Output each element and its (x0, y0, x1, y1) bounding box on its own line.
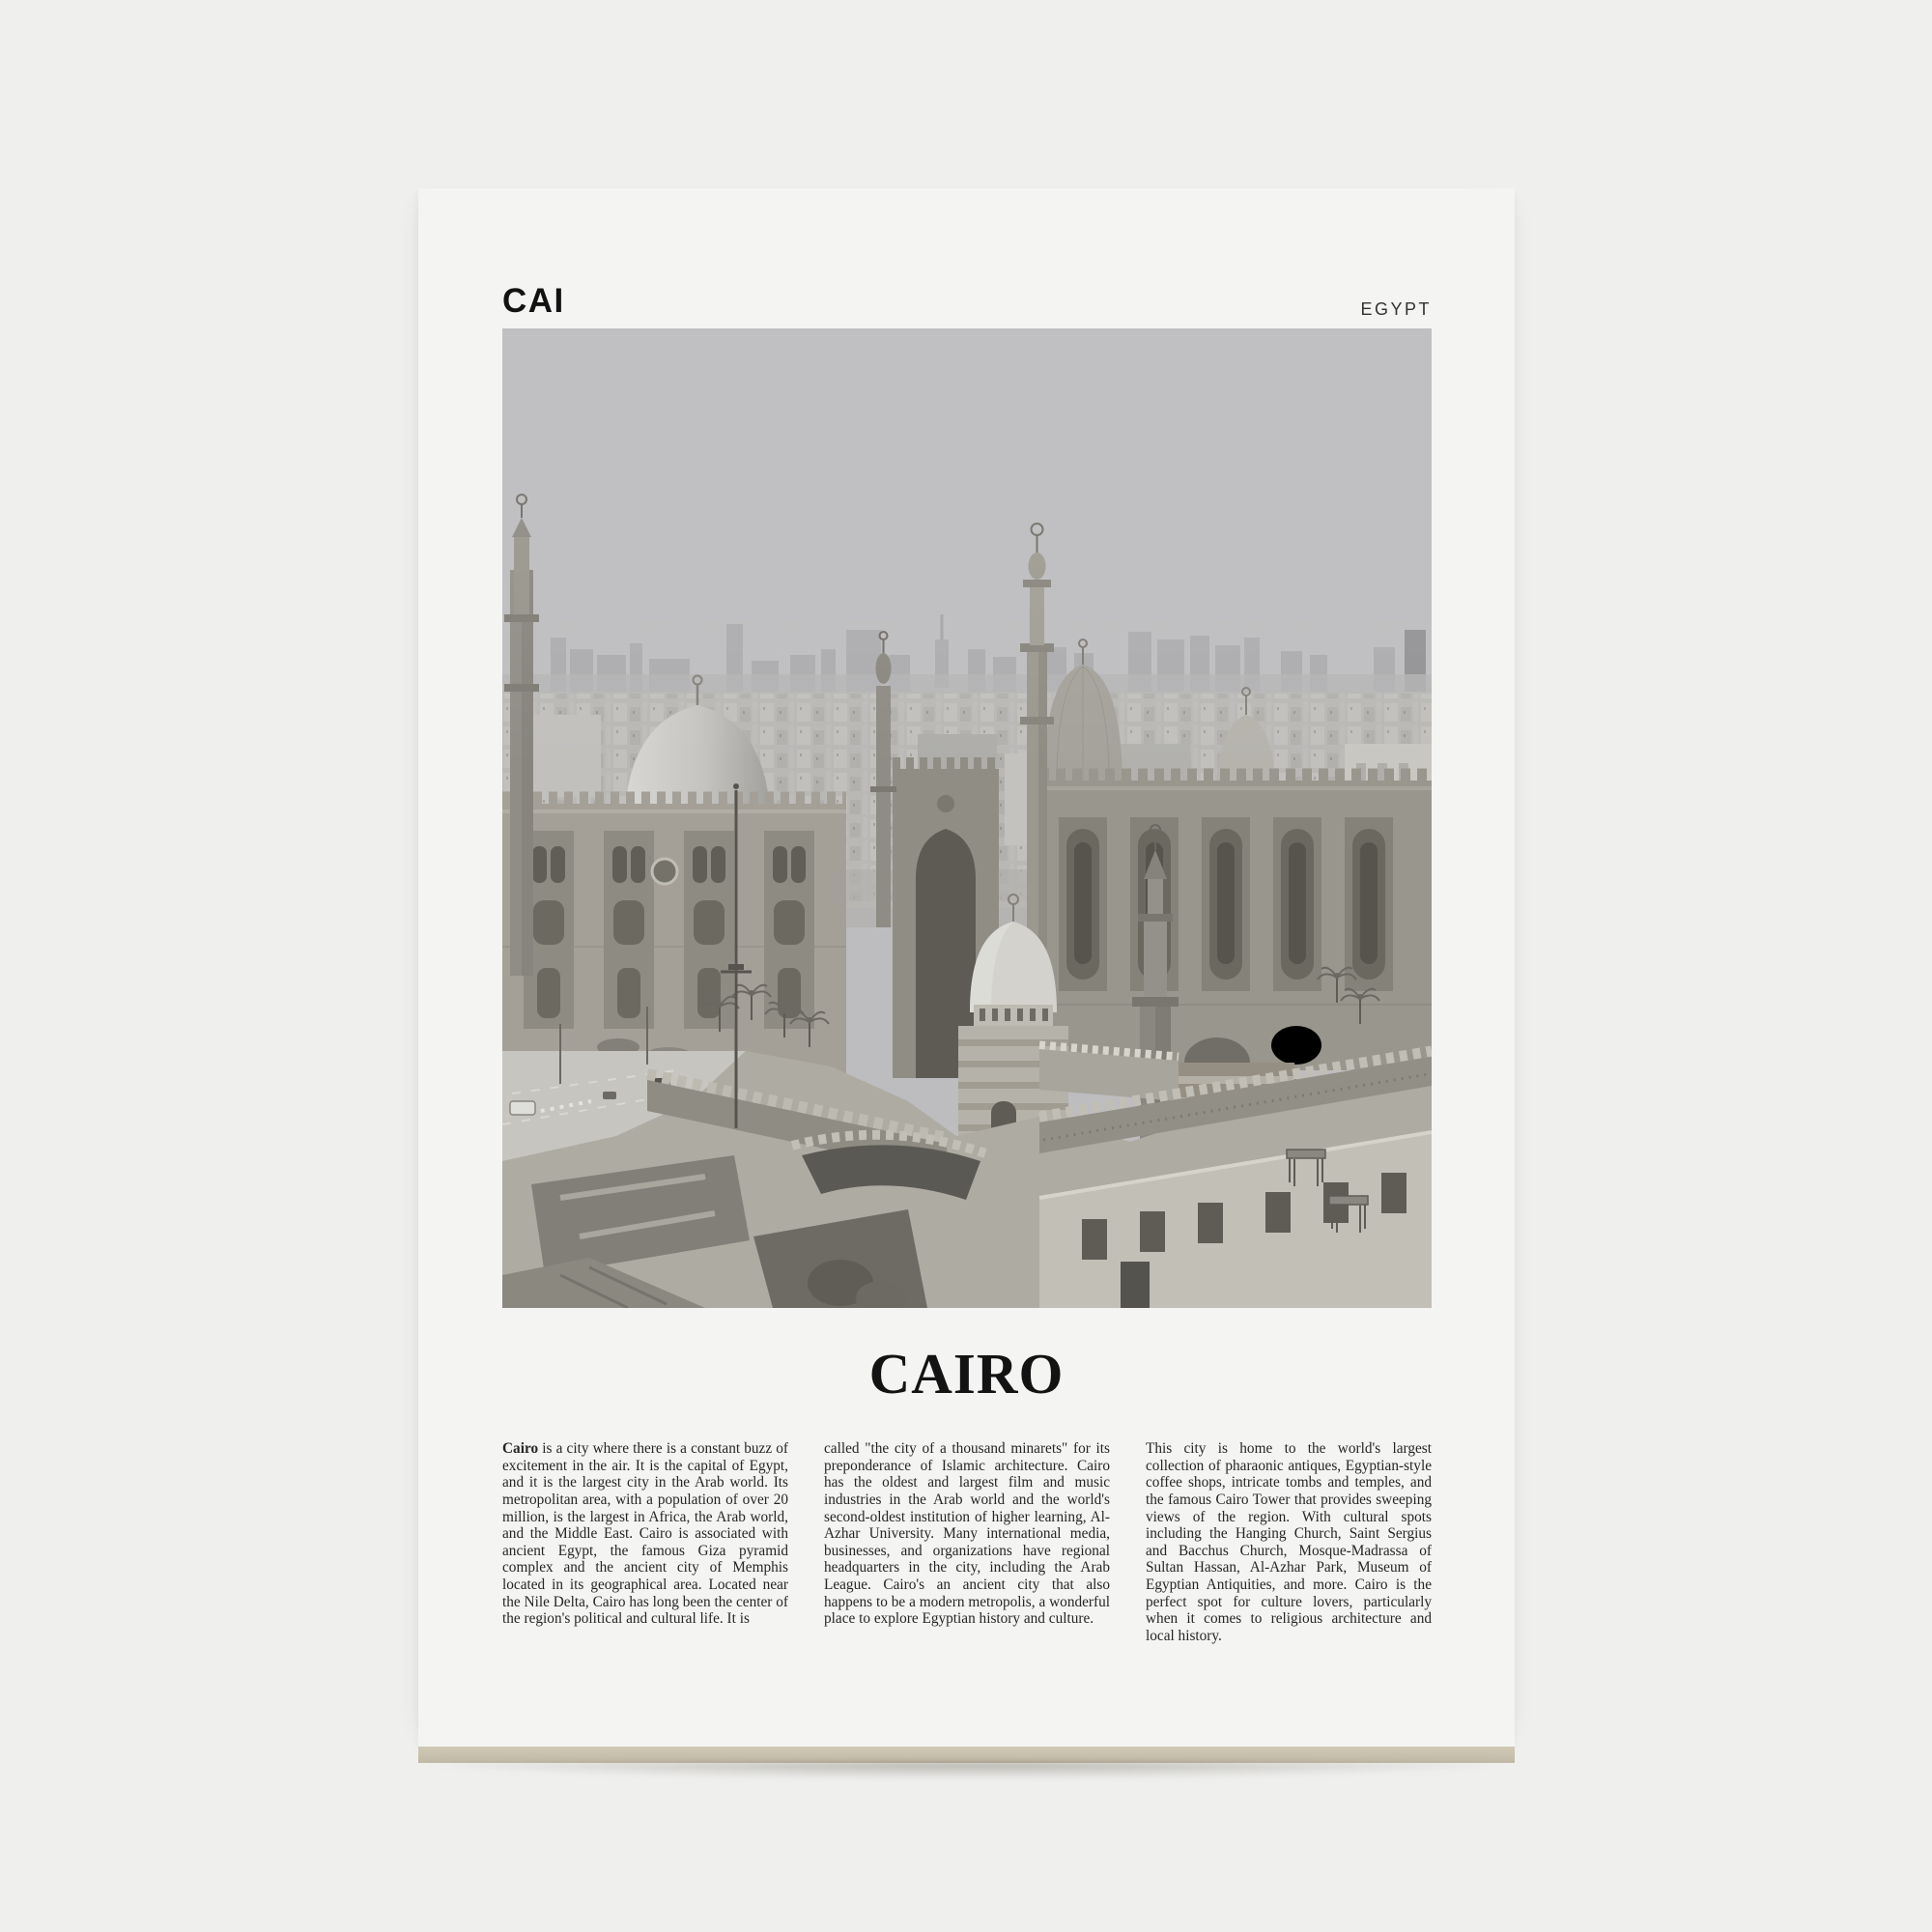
airport-code-label: CAI (502, 282, 565, 320)
description-columns (502, 1426, 1432, 1660)
poster-shadow (426, 1762, 1507, 1779)
city-title: CAIRO (868, 1342, 1065, 1406)
lead-word: Cairo (502, 1440, 539, 1458)
haze-overlay (502, 328, 1432, 1308)
country-label: EGYPT (1360, 299, 1432, 319)
description-column-3: This city is home to the world's largest collection of pharaonic antiques, Egyptian-style coffee shops, intricate tombs and temples, and the famous Cairo Tower that provides sweeping views of the region. With cultural spots including the Hanging Church, Saint Sergius and Bacchus Church, Mosque-Madrassa of Sultan Hassan, Al-Azhar Park, Museum of Egyptian Antiquities, and more. Cairo is the perfect spot for culture lovers, particularly when it comes to religious architecture and local history. (1146, 1440, 1432, 1644)
description-column-2: called "the city of a thousand minarets" for its preponderance of Islamic architecture. Cairo has the oldest and largest film and music industries in the Arab world and the world's second-oldest institution of higher learning, Al-Azhar University. Many international media, businesses, and organizations have regional headquarters in the city, including the Arab League. Cairo's an ancient city that also happens to be a modern metropolis, a wonderful place to explore Egyptian history and culture. (824, 1440, 1110, 1628)
travel-poster (418, 188, 1515, 1747)
poster-bottom-edge (418, 1747, 1515, 1763)
description-column-1: Cairo is a city where there is a constant buzz of excitement in the air. It is the capital of Egypt, and it is the largest city in the Arab world. Its metropolitan area, with a population of over 20 million, is the largest in Africa, the Arab world, and the Middle East. Cairo is associated with ancient Egypt, the famous Giza pyramid complex and the ancient city of Memphis located in its geographical area. Located near the Nile Delta, Cairo has long been the center of the region's political and cultural life. It is (502, 1440, 788, 1628)
cairo-photo-illustration (502, 328, 1432, 1308)
city-photo (502, 328, 1432, 1308)
